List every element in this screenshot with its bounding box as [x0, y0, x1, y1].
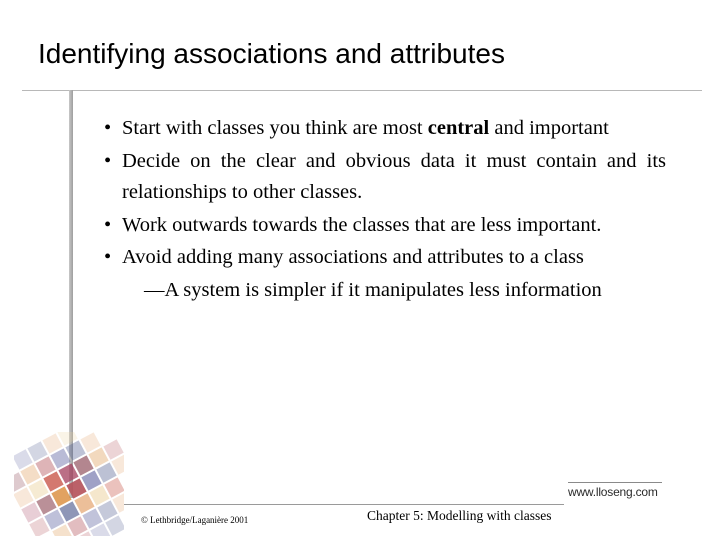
copyright-text: © Lethbridge/Laganière 2001: [141, 515, 249, 525]
footer-divider: [124, 504, 564, 505]
chapter-label: Chapter 5: Modelling with classes: [367, 508, 552, 523]
quilt-decoration: [14, 432, 124, 536]
bullet-text: Decide on the clear and obvious data it must contain and its relationships to other classes.: [122, 149, 666, 203]
slide-title: Identifying associations and attributes: [38, 38, 505, 69]
bullet-marker: •: [104, 213, 112, 236]
bullet-marker: •: [104, 149, 112, 172]
bullet-list: [104, 113, 666, 306]
emphasis-text: central: [427, 117, 490, 139]
bullet-item: [104, 210, 666, 242]
bullet-item: [104, 113, 666, 145]
bullet-item: [104, 146, 666, 209]
title-divider: [22, 90, 702, 91]
bullet-text: Start with classes you think are most: [122, 117, 428, 139]
sub-bullet: —A system is simpler if it manipulates less information: [144, 278, 602, 301]
website-logo-text: www.lloseng.com: [568, 485, 658, 499]
bullet-marker: •: [104, 246, 112, 268]
bullet-text: and important: [489, 117, 609, 139]
bullet-marker: •: [104, 117, 112, 139]
bullet-text: Avoid adding many associations and attributes to a class: [122, 246, 584, 268]
bullet-text: Work outwards towards the classes that are less important.: [122, 213, 602, 236]
quilt-tiles: [14, 432, 124, 536]
bullet-item: [104, 242, 666, 274]
